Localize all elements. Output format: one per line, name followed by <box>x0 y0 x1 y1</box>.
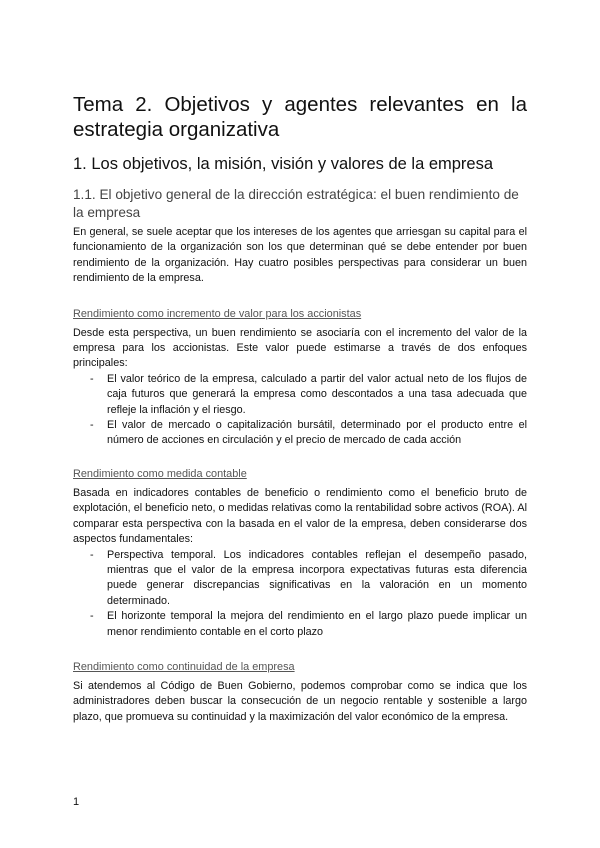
shareholder-value-paragraph: Desde esta perspectiva, un buen rendimiento se asociaría con el incremento del valor de la empresa para los accionistas. Este valor puede estimarse a través de dos enfoques principales: <box>73 326 527 370</box>
list-item: - El horizonte temporal la mejora del rendimiento en el largo plazo puede implicar un menor rendimiento contable en el corto plazo <box>73 609 527 640</box>
page-number: 1 <box>73 796 80 808</box>
page-content <box>73 92 527 725</box>
section-heading: 1. Los objetivos, la misión, visión y valores de la empresa <box>73 155 494 173</box>
list-item: - El valor de mercado o capitalización bursátil, determinado por el producto entre el número de acciones en circulación y el precio de mercado de cada acción <box>73 418 527 449</box>
list-item: - Perspectiva temporal. Los indicadores contables reflejan el desempeño pasado, mientras que el valor de la empresa incorpora expectativas futuras esta diferencia puede generar discrepancias significativas en la valoración en un momento determinado. <box>73 548 527 610</box>
accounting-measure-list <box>73 548 527 640</box>
subheading-continuity: Rendimiento como continuidad de la empresa <box>73 660 295 673</box>
subsection-heading: 1.1. El objetivo general de la dirección estratégica: el buen rendimiento de la empresa <box>73 187 519 220</box>
subheading-accounting-measure: Rendimiento como medida contable <box>73 467 247 480</box>
list-item: - El valor teórico de la empresa, calculado a partir del valor actual neto de los flujos de caja futuros que generará la empresa como descontados a una tasa adecuada que refleje la inflación y el riesgo. <box>73 372 527 418</box>
subheading-shareholder-value: Rendimiento como incremento de valor para los accionistas <box>73 307 362 320</box>
continuity-paragraph: Si atendemos al Código de Buen Gobierno, podemos comprobar como se indica que los administradores deben buscar la consecución de un negocio rentable y sostenible a largo plazo, que promueva su continuidad y la maximización del valor económico de la empresa. <box>73 679 527 723</box>
shareholder-value-list <box>73 372 527 449</box>
intro-paragraph: En general, se suele aceptar que los intereses de los agentes que arriesgan su capital para el funcionamiento de la organización son los que determinan qué se debe entender por buen rendimiento de la organización. Hay cuatro posibles perspectivas para considerar un buen rendimiento de la empresa. <box>73 226 527 285</box>
accounting-measure-paragraph: Basada en indicadores contables de beneficio o rendimiento como el beneficio bruto de explotación, el beneficio neto, o medidas relativas como la rentabilidad sobre activos (ROA). Al comparar esta perspectiva con la basada en el valor de la empresa, deben considerarse dos aspectos fundamentales: <box>73 486 527 546</box>
document-title: Tema 2. Objetivos y agentes relevantes en la estrategia organizativa <box>73 93 527 141</box>
